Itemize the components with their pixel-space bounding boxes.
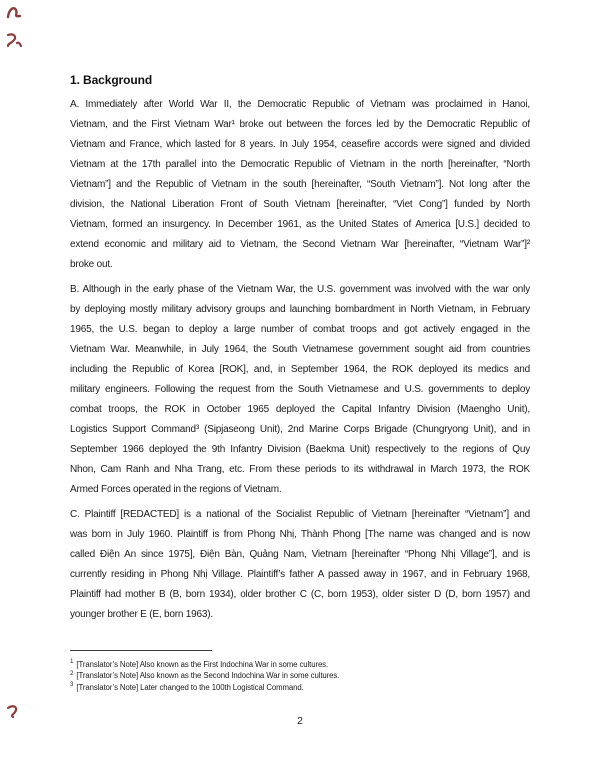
paragraph-B-line-11: Armed Forces operated in the regions of Vietnam. (70, 484, 282, 495)
paragraph-C-line-1: C. Plaintiff [REDACTED] is a national of the Socialist Republic of Vietnam [hereinafter “Vietnam”] and (70, 509, 530, 520)
footnote-marker: 1 (70, 658, 74, 666)
paragraph-A-line-2: Vietnam, and the First Vietnam War¹ broke out between the forces led by the Democratic Republic of (70, 119, 530, 130)
red-stamp-mark-2 (4, 32, 24, 49)
footnote-text: [Translator’s Note] Also known as the Second Indochina War in some cultures. (74, 671, 340, 681)
paragraph-A (70, 95, 530, 275)
footnote-text: [Translator’s Note] Also known as the First Indochina War in some cultures. (74, 660, 329, 669)
paragraph-B-line-1: B. Although in the early phase of the Vietnam War, the U.S. government was involved with the war only (70, 284, 530, 295)
paragraph-A-line-3: Vietnam and France, which lasted for 8 years. In July 1954, ceasefire accords were signed and divided (70, 139, 530, 150)
paragraphs-container (70, 95, 530, 625)
footnote-3 (70, 682, 530, 693)
page-number: 2 (297, 715, 303, 727)
red-stamp-mark-1 (5, 4, 25, 21)
paragraph-A-line-1: A. Immediately after World War II, the Democratic Republic of Vietnam was proclaimed in Hanoi, (70, 99, 530, 110)
paragraph-B-line-8: Logistics Support Command³ (Sipjaseong Unit), 2nd Marine Corps Brigade (Chungryong Unit), and in (70, 424, 530, 435)
paragraph-C-line-6: younger brother E (E, born 1963). (70, 609, 213, 620)
footnote-marker: 3 (70, 681, 74, 689)
paragraph-B-line-3: 1965, the U.S. began to deploy a large number of combat troops and got actively engaged in the (70, 324, 530, 335)
paragraph-B-line-9: September 1966 deployed the 9th Infantry Division (Baekma Unit) respectively to the regions of Quy (70, 444, 530, 455)
footnote-separator-rule (70, 650, 212, 651)
paragraph-C-line-3: called Điện An since 1975], Điện Bàn, Quảng Nam, Vietnam [hereinafter “Phong Nhị Village”], and is (70, 549, 530, 560)
paragraph-A-line-5: Vietnam”] and the Republic of Vietnam in the south [hereinafter, “South Vietnam”]. Not long after the (70, 179, 530, 190)
paragraph-C-line-4: currently residing in Phong Nhị Village. Plaintiff’s father A passed away in 1967, and in February 1968, (70, 569, 530, 580)
section-heading: 1. Background (70, 73, 153, 87)
footnote-2 (70, 670, 530, 681)
footnotes-list (70, 659, 530, 693)
paragraph-B-line-10: Nhon, Cam Ranh and Nha Trang, etc. From these periods to its withdrawal in March 1973, the ROK (70, 464, 530, 475)
paragraph-B (70, 280, 530, 500)
paragraph-B-line-7: combat troops, the ROK in October 1965 deployed the Capital Infantry Division (Maengho Unit), (70, 404, 530, 415)
paragraph-B-line-2: by deploying mostly military advisory groups and launching bombardment in North Vietnam, in February (70, 304, 530, 315)
paragraph-A-line-6: division, the National Liberation Front of South Vietnam [hereinafter, “Viet Cong”] funded by North (70, 199, 530, 210)
footnote-area (70, 650, 530, 693)
paragraph-B-line-4: Vietnam War. Meanwhile, in July 1964, the South Vietnamese government sought aid from countries (70, 344, 530, 355)
paragraph-C-line-5: Plaintiff had mother B (B, born 1934), older brother C (C, born 1953), older sister D (D, born 1957) and (70, 589, 530, 600)
paragraph-A-line-4: Vietnam at the 17th parallel into the Democratic Republic of Vietnam in the north [hereinafter, “North (70, 159, 530, 170)
paragraph-B-line-6: military engineers. Following the request from the South Vietnamese and U.S. governments to deploy (70, 384, 530, 395)
paragraph-C (70, 505, 530, 625)
paragraph-A-line-9: broke out. (70, 259, 113, 270)
footnote-1 (70, 659, 530, 670)
document-content (70, 70, 530, 625)
paragraph-C-line-2: was born in July 1960. Plaintiff is from Phong Nhị, Thành Phong [The name was changed and is now (70, 529, 530, 540)
footnote-text: [Translator’s Note] Later changed to the 100th Logistical Command. (74, 682, 304, 692)
paragraph-A-line-8: extend economic and military aid to Vietnam, the Second Vietnam War [hereinafter, “Vietnam War”]² (70, 239, 530, 250)
paragraph-A-line-7: Vietnam, formed an insurgency. In December 1961, as the United States of America [U.S.] decided to (70, 219, 530, 230)
paragraph-B-line-5: including the Republic of Korea [ROK], and, in September 1964, the ROK deployed its medics and (70, 364, 530, 375)
footnote-marker: 2 (70, 669, 74, 677)
